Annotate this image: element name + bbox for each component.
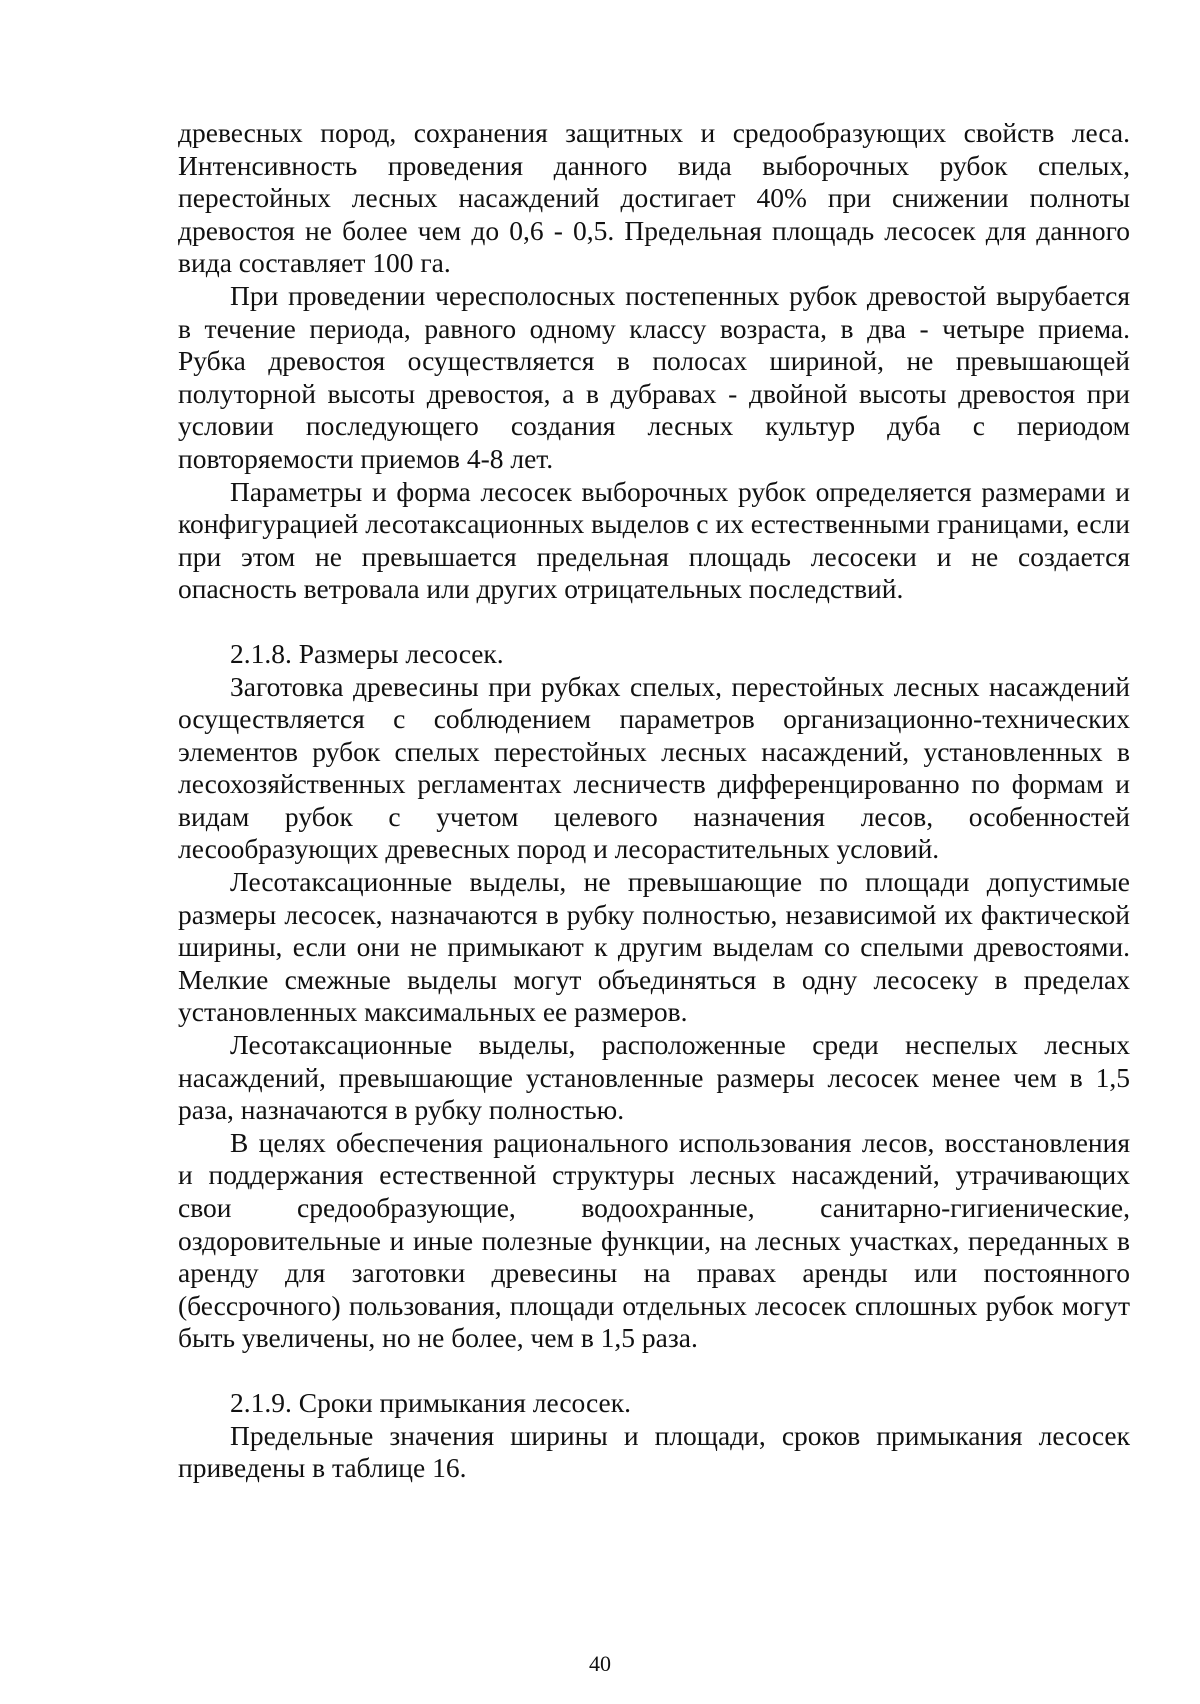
paragraph-allotments-immature: Лесотаксационные выделы, расположенные среди неспелых лесных насаждений, превышающие установленные размеры лесосек менее чем в 1,5 раза, назначаются в рубку полностью. <box>178 1029 1130 1126</box>
section-heading-2-1-8: 2.1.8. Размеры лесосек. <box>230 637 504 669</box>
paragraph-continuation: древесных пород, сохранения защитных и средообразующих свойств леса. Интенсивность проведения данного вида выборочных рубок спелых, перестойных лесных насаждений достигает 40% при снижении полноты древостоя не более чем до 0,6 - 0,5. Предельная площадь лесосек для данного вида составляет 100 га. <box>178 117 1130 279</box>
section-gap <box>178 606 1130 638</box>
section-heading-2-1-9: 2.1.9. Сроки примыкания лесосек. <box>230 1386 631 1418</box>
paragraph-cutting-parameters: Параметры и форма лесосек выборочных рубок определяется размерами и конфигурацией лесотаксационных выделов с их естественными границами, если при этом не превышается предельная площадь лесосеки и не создается опасность ветровала или других отрицательных последствий. <box>178 475 1130 605</box>
document-page <box>178 117 1130 1485</box>
paragraph-strip-cutting: При проведении чересполосных постепенных рубок древостой вырубается в течение периода, равного одному классу возраста, в два - четыре приема. Рубка древостоя осуществляется в полосах шириной, не превышающей полуторной высоты древостоя, а в дубравах - двойной высоты древостоя при условии последующего создания лесных культур дуба с периодом повторяемости приемов 4-8 лет. <box>178 279 1130 474</box>
paragraph-allotments-full: Лесотаксационные выделы, не превышающие по площади допустимые размеры лесосек, назначаются в рубку полностью, независимой их фактической ширины, если они не примыкают к другим выделам со спелыми древостоями. Мелкие смежные выделы могут объединяться в одну лесосеку в пределах установленных максимальных ее размеров. <box>178 866 1130 1028</box>
page-number: 40 <box>589 1651 611 1676</box>
paragraph-harvesting: Заготовка древесины при рубках спелых, перестойных лесных насаждений осуществляется с соблюдением параметров организационно-технических элементов рубок спелых перестойных лесных насаждений, установленных в лесохозяйственных регламентах лесничеств дифференцированно по формам и видам рубок с учетом целевого назначения лесов, особенностей лесообразующих древесных пород и лесорастительных условий. <box>178 670 1130 865</box>
paragraph-rational-use: В целях обеспечения рационального использования лесов, восстановления и поддержания естественной структуры лесных насаждений, утрачивающих свои средообразующие, водоохранные, санитарно-гигиенические, оздоровительные и иные полезные функции, на лесных участках, переданных в аренду для заготовки древесины на правах аренды или постоянного (бессрочного) пользования, площади отдельных лесосек сплошных рубок могут быть увеличены, но не более, чем в 1,5 раза. <box>178 1126 1130 1354</box>
section-gap <box>178 1355 1130 1387</box>
paragraph-limits-table: Предельные значения ширины и площади, сроков примыкания лесосек приведены в таблице 16. <box>178 1419 1130 1484</box>
